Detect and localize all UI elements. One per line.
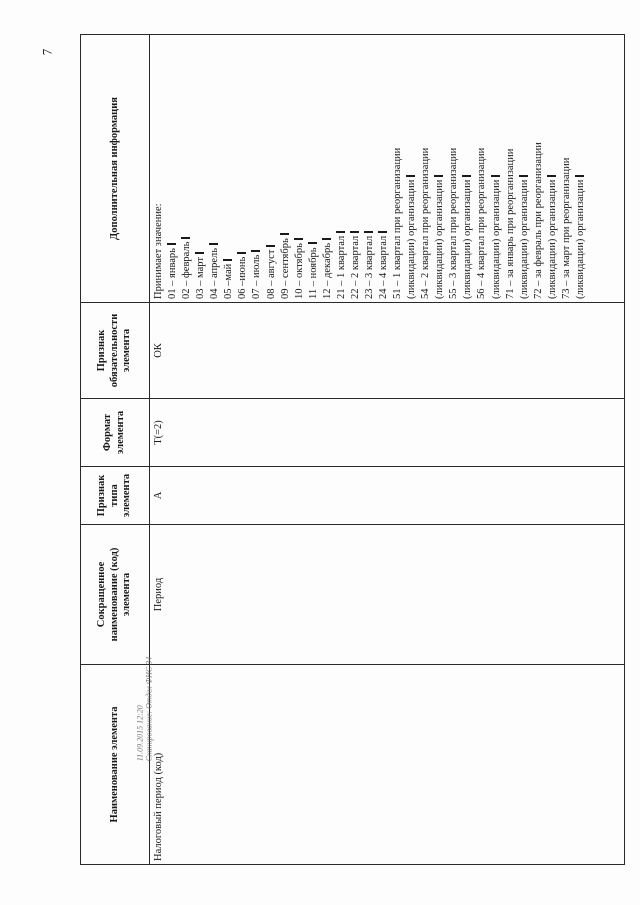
info-line: 06 –июнь (236, 38, 250, 299)
info-line: (ликвидации) организации (490, 38, 504, 299)
info-line: 02 – февраль (180, 38, 194, 299)
info-line: 71 – за январь при реорганизации (504, 148, 516, 299)
info-line: 24 – 4 квартал (377, 38, 391, 299)
cell-element-type: А (150, 467, 625, 525)
stamp-line: 11.09.2015 12:20 (135, 705, 145, 762)
info-line: (ликвидации) организации (461, 38, 475, 299)
header-element-type: Признак типа элемента (81, 467, 150, 525)
header-element-name: Наименование элемента (81, 665, 150, 865)
stamp-line: Сканирование: Отдел ФНС 34 (144, 656, 154, 762)
cell-element-format: T(=2) (150, 399, 625, 467)
page-number: 7 (39, 48, 55, 56)
element-spec-table (80, 34, 625, 865)
info-line: 72 – за февраль при реорганизации (532, 142, 544, 299)
table-row (150, 35, 625, 865)
info-line: 55 – 3 квартал при реорганизации (448, 147, 460, 299)
info-line: (ликвидации) организации (574, 38, 588, 299)
cell-element-name: Налоговый период (код) (150, 665, 625, 865)
header-required: Признак обязательности элемента (81, 303, 150, 399)
info-line: (ликвидации) организации (518, 38, 532, 299)
info-line: 07 – июль (250, 38, 264, 299)
cell-additional-info (150, 35, 625, 303)
info-line: 09 – сентябрь (279, 38, 293, 299)
info-line: 73 – за март при реорганизации (560, 157, 572, 299)
info-line: (ликвидации) организации (405, 38, 419, 299)
info-line: Принимает значение: (153, 203, 164, 299)
info-line: 10 – октябрь (293, 38, 307, 299)
info-line: 54 – 2 квартал при реорганизации (420, 147, 432, 299)
info-line: (ликвидации) организации (433, 38, 447, 299)
header-additional-info: Дополнительная информация (81, 35, 150, 303)
info-line: 11 – ноябрь (307, 38, 321, 299)
info-line: 08 – август (265, 38, 279, 299)
info-line: 23 – 3 квартал (363, 38, 377, 299)
cell-short-name: Период (150, 525, 625, 665)
info-line: (ликвидации) организации (546, 38, 560, 299)
header-short-name: Сокращенное наименование (код) элемента (81, 525, 150, 665)
info-line: 56 – 4 квартал при реорганизации (476, 147, 488, 299)
info-line: 03 – март (194, 38, 208, 299)
info-line: 51 – 1 квартал при реорганизации (392, 147, 404, 299)
info-line: 05 –май (222, 38, 236, 299)
info-line: 01 – январь (166, 38, 180, 299)
info-line: 22 – 2 квартал (349, 38, 363, 299)
cell-required: ОК (150, 303, 625, 399)
info-line: 12 – декабрь (321, 38, 335, 299)
header-element-format: Формат элемента (81, 399, 150, 467)
rotated-table-container (80, 35, 625, 865)
info-line: 04 – апрель (208, 38, 222, 299)
scan-stamp (135, 657, 153, 762)
info-line: 21 – 1 квартал (335, 38, 349, 299)
